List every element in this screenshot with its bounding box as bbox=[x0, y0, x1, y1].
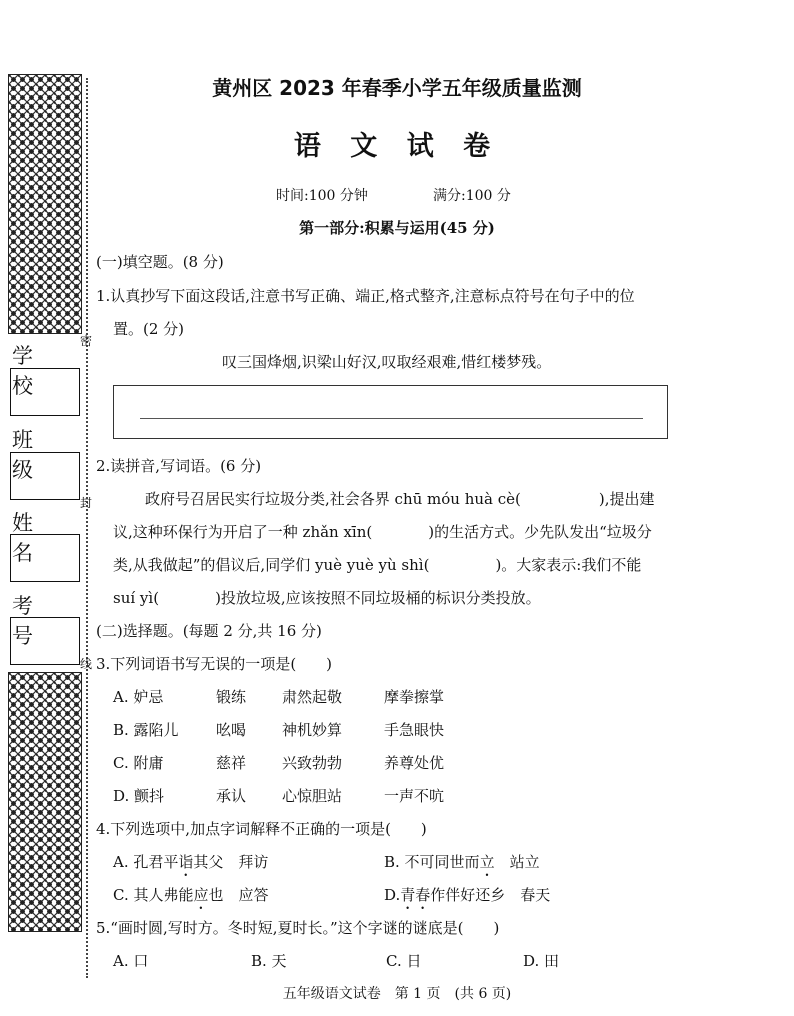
q2-line3-b: )。大家表示:我们不能 bbox=[495, 556, 642, 574]
q3-option-a-2: 锻练 bbox=[216, 688, 247, 706]
q3-option-b-2: 吆喝 bbox=[216, 721, 247, 739]
exam-subtitle: 语 文 试 卷 bbox=[293, 131, 501, 162]
q4-a-post: 其父 拜访 bbox=[193, 853, 269, 871]
q1-line1: 1.认真抄写下面这段话,注意书写正确、端正,格式整齐,注意标点符号在句子中的位 bbox=[96, 287, 635, 305]
q5-option-c: C. 日 bbox=[386, 952, 422, 970]
q4-c-dotted: 应 bbox=[193, 886, 209, 904]
q3-option-c-2: 慈祥 bbox=[216, 754, 247, 772]
q3-option-a-1: A. 妒忌 bbox=[113, 688, 164, 706]
q5-option-b: B. 天 bbox=[251, 952, 287, 970]
q4-c-post: 也 应答 bbox=[208, 886, 269, 904]
q3-option-c-3: 兴致勃勃 bbox=[282, 754, 343, 772]
seal-line bbox=[86, 78, 88, 978]
section2-heading: (二)选择题。(每题 2 分,共 16 分) bbox=[96, 622, 322, 640]
q3-option-a-3: 肃然起敬 bbox=[282, 688, 343, 706]
class-label: 班 级 bbox=[12, 428, 55, 482]
q4-stem: 4.下列选项中,加点字词解释不正确的一项是( ) bbox=[96, 820, 427, 838]
score-info: 满分:100 分 bbox=[433, 188, 511, 204]
q4-option-a bbox=[113, 851, 268, 880]
q1-text: 叹三国烽烟,识梁山好汉,叹取经艰难,惜红楼梦残。 bbox=[222, 353, 552, 371]
school-field[interactable] bbox=[10, 368, 80, 416]
q3-option-d-3: 心惊胆站 bbox=[282, 787, 343, 805]
name-label: 姓 名 bbox=[12, 511, 55, 565]
q3-option-c-1: C. 附庸 bbox=[113, 754, 164, 772]
q5-option-d: D. 田 bbox=[523, 952, 560, 970]
q3-option-c-4: 养尊处优 bbox=[384, 754, 445, 772]
q2-line2-b: )的生活方式。少先队发出“垃圾分 bbox=[428, 523, 652, 541]
exam-number-label: 考 号 bbox=[12, 594, 55, 648]
q4-b-pre: B. 不可同世而 bbox=[384, 853, 480, 871]
page-footer: 五年级语文试卷 第 1 页 (共 6 页) bbox=[282, 986, 512, 1002]
class-field[interactable] bbox=[10, 452, 80, 500]
q3-option-d-2: 承认 bbox=[216, 787, 247, 805]
q4-c-pre: C. 其人弗能 bbox=[113, 886, 194, 904]
q4-option-b bbox=[384, 851, 540, 880]
q4-b-post: 站立 bbox=[494, 853, 540, 871]
seal-mark-xian: 线 bbox=[80, 657, 93, 671]
q4-option-d bbox=[384, 884, 550, 913]
q2-line2 bbox=[113, 521, 652, 542]
q2-line4-b: )投放垃圾,应该按照不同垃圾桶的标识分类投放。 bbox=[215, 589, 541, 607]
seal-mark-feng: 封 bbox=[80, 496, 93, 510]
q1-answer-line bbox=[140, 418, 643, 419]
q3-option-d-4: 一声不吭 bbox=[384, 787, 445, 805]
q2-line4 bbox=[113, 587, 541, 608]
decorative-pattern-top bbox=[8, 74, 82, 334]
q2-line1 bbox=[145, 488, 655, 509]
q4-a-pre: A. 孔君平 bbox=[113, 853, 179, 871]
section1-heading: (一)填空题。(8 分) bbox=[96, 253, 224, 271]
q4-b-dotted: 立 bbox=[479, 853, 495, 871]
decorative-pattern-bottom bbox=[8, 672, 82, 932]
school-label: 学 校 bbox=[12, 344, 55, 398]
q2-line2-a: 议,这种环保行为开启了一种 zhǎn xīn( bbox=[113, 523, 373, 541]
q1-line2: 置。(2 分) bbox=[113, 320, 185, 338]
q2-line3 bbox=[113, 554, 641, 575]
exam-title: 黄州区 2023 年春季小学五年级质量监测 bbox=[212, 76, 582, 100]
q2-line4-a: suí yì( bbox=[113, 589, 160, 607]
time-info: 时间:100 分钟 bbox=[276, 188, 368, 204]
q3-option-b-3: 神机妙算 bbox=[282, 721, 343, 739]
q3-option-a-4: 摩拳擦掌 bbox=[384, 688, 445, 706]
name-field[interactable] bbox=[10, 534, 80, 582]
q3-option-b-4: 手急眼快 bbox=[384, 721, 445, 739]
q2-line1-b: ),提出建 bbox=[598, 490, 655, 508]
q5-option-a: A. 口 bbox=[113, 952, 149, 970]
part-heading: 第一部分:积累与运用(45 分) bbox=[299, 219, 495, 237]
q4-d-pre: D. bbox=[384, 886, 401, 904]
q3-stem: 3.下列词语书写无误的一项是( ) bbox=[96, 655, 333, 673]
q3-option-b-1: B. 露陷儿 bbox=[113, 721, 179, 739]
q2-line1-a: 政府号召居民实行垃圾分类,社会各界 chū móu huà cè( bbox=[145, 490, 521, 508]
q2-line3-a: 类,从我做起”的倡议后,同学们 yuè yuè yù shì( bbox=[113, 556, 430, 574]
q4-d-post: 作伴好还乡 春天 bbox=[430, 886, 551, 904]
seal-mark-mi: 密 bbox=[80, 334, 93, 348]
q4-a-dotted: 诣 bbox=[178, 853, 194, 871]
q4-option-c bbox=[113, 884, 269, 913]
exam-number-field[interactable] bbox=[10, 617, 80, 665]
q4-d-dotted: 青春 bbox=[400, 886, 431, 904]
q2-title: 2.读拼音,写词语。(6 分) bbox=[96, 457, 262, 475]
q3-option-d-1: D. 颤抖 bbox=[113, 787, 165, 805]
q1-answer-box[interactable] bbox=[113, 385, 668, 439]
q5-stem: 5.“画时圆,写时方。冬时短,夏时长。”这个字谜的谜底是( ) bbox=[96, 919, 500, 937]
